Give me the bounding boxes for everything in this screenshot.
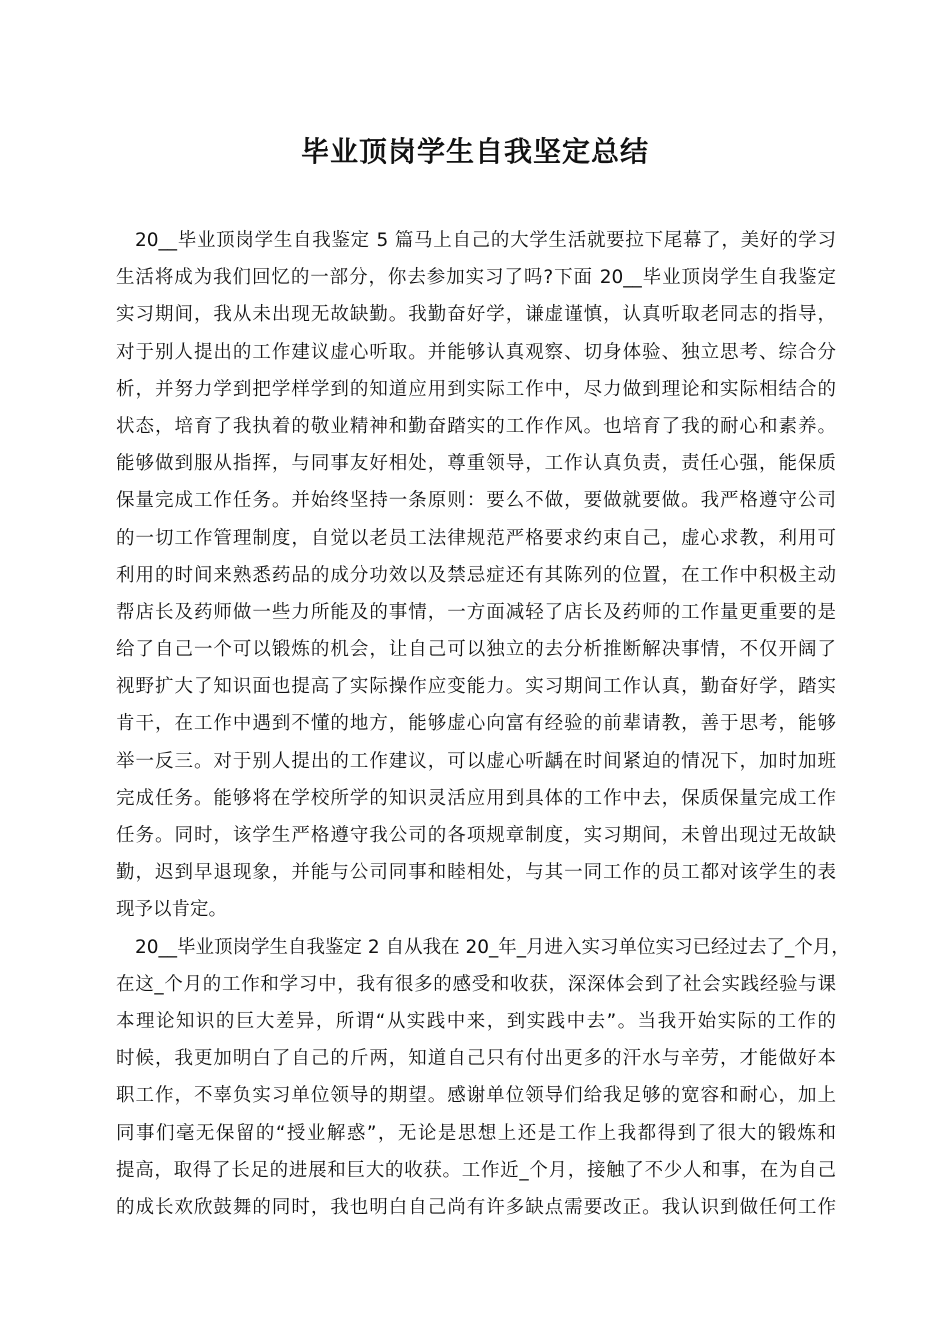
body-line: 析，并努力学到把学样学到的知道应用到实际工作中，尽力做到理论和实际相结合的 (116, 378, 836, 400)
body-line: 职工作，不辜负实习单位领导的期望。感谢单位领导们给我足够的宽容和耐心，加上 (116, 1085, 836, 1107)
body-line: 同事们毫无保留的“授业解惑”，无论是思想上还是工作上我都得到了很大的锻炼和 (116, 1122, 836, 1144)
body-line: 时候，我更加明白了自己的斤两，知道自己只有付出更多的汗水与辛劳，才能做好本 (116, 1048, 836, 1070)
body-line: 提高，取得了长足的进展和巨大的收获。工作近_个月，接触了不少人和事，在为自己 (116, 1159, 836, 1181)
body-line: 肯干，在工作中遇到不懂的地方，能够虚心向富有经验的前辈请教，善于思考，能够 (116, 713, 836, 735)
document-body (116, 222, 850, 1226)
body-line: 状态，培育了我执着的敬业精神和勤奋踏实的工作作风。也培育了我的耐心和素养。 (116, 415, 836, 437)
body-line: 在这_个月的工作和学习中，我有很多的感受和收获，深深体会到了社会实践经验与课 (116, 973, 836, 995)
body-line: 举一反三。对于别人提出的工作建议，可以虚心听龋在时间紧迫的情况下，加时加班 (116, 750, 836, 772)
body-line: 对于别人提出的工作建议虚心听取。并能够认真观察、切身体验、独立思考、综合分 (116, 341, 836, 363)
body-line: 的一切工作管理制度，自觉以老员工法律规范严格要求约束自己，虚心求教，利用可 (116, 527, 836, 549)
body-line: 实习期间，我从未出现无故缺勤。我勤奋好学，谦虚谨慎，认真听取老同志的指导， (116, 304, 836, 326)
body-line: 生活将成为我们回忆的一部分，你去参加实习了吗?下面 20__毕业顶岗学生自我鉴定 (116, 267, 836, 289)
body-line: 能够做到服从指挥，与同事友好相处，尊重领导，工作认真负责，责任心强，能保质 (116, 453, 836, 475)
body-line: 给了自己一个可以锻炼的机会，让自己可以独立的去分析推断解决事情，不仅开阔了 (116, 639, 836, 661)
body-line: 20__毕业顶岗学生自我鉴定 2 自从我在 20_年_月进入实习单位实习已经过去了_个月， (135, 936, 850, 958)
body-line: 完成任务。能够将在学校所学的知识灵活应用到具体的工作中去，保质保量完成工作 (116, 787, 836, 809)
body-line: 视野扩大了知识面也提高了实际操作应变能力。实习期间工作认真，勤奋好学，踏实 (116, 676, 836, 698)
body-line: 帮店长及药师做一些力所能及的事情，一方面减轻了店长及药师的工作量更重要的是 (116, 601, 836, 623)
body-line: 的成长欢欣鼓舞的同时，我也明白自己尚有许多缺点需要改正。我认识到做任何工作 (116, 1196, 836, 1218)
body-line: 利用的时间来熟悉药品的成分功效以及禁忌症还有其陈列的位置，在工作中积极主动 (116, 564, 836, 586)
document-title: 毕业顶岗学生自我坚定总结 (300, 135, 649, 168)
body-line: 任务。同时，该学生严格遵守我公司的各项规章制度，实习期间，未曾出现过无故缺 (116, 825, 836, 846)
body-line: 本理论知识的巨大差异，所谓“从实践中来，到实践中去”。当我开始实际的工作的 (116, 1010, 836, 1032)
body-line: 保量完成工作任务。并始终坚持一条原则：要么不做，要做就要做。我严格遵守公司 (116, 490, 836, 512)
body-line: 20__毕业顶岗学生自我鉴定 5 篇马上自己的大学生活就要拉下尾幕了，美好的学习 (135, 230, 836, 251)
body-line: 勤，迟到早退现象，并能与公司同事和睦相处，与其一同工作的员工都对该学生的表 (116, 862, 836, 884)
body-line: 现予以肯定。 (116, 899, 228, 921)
